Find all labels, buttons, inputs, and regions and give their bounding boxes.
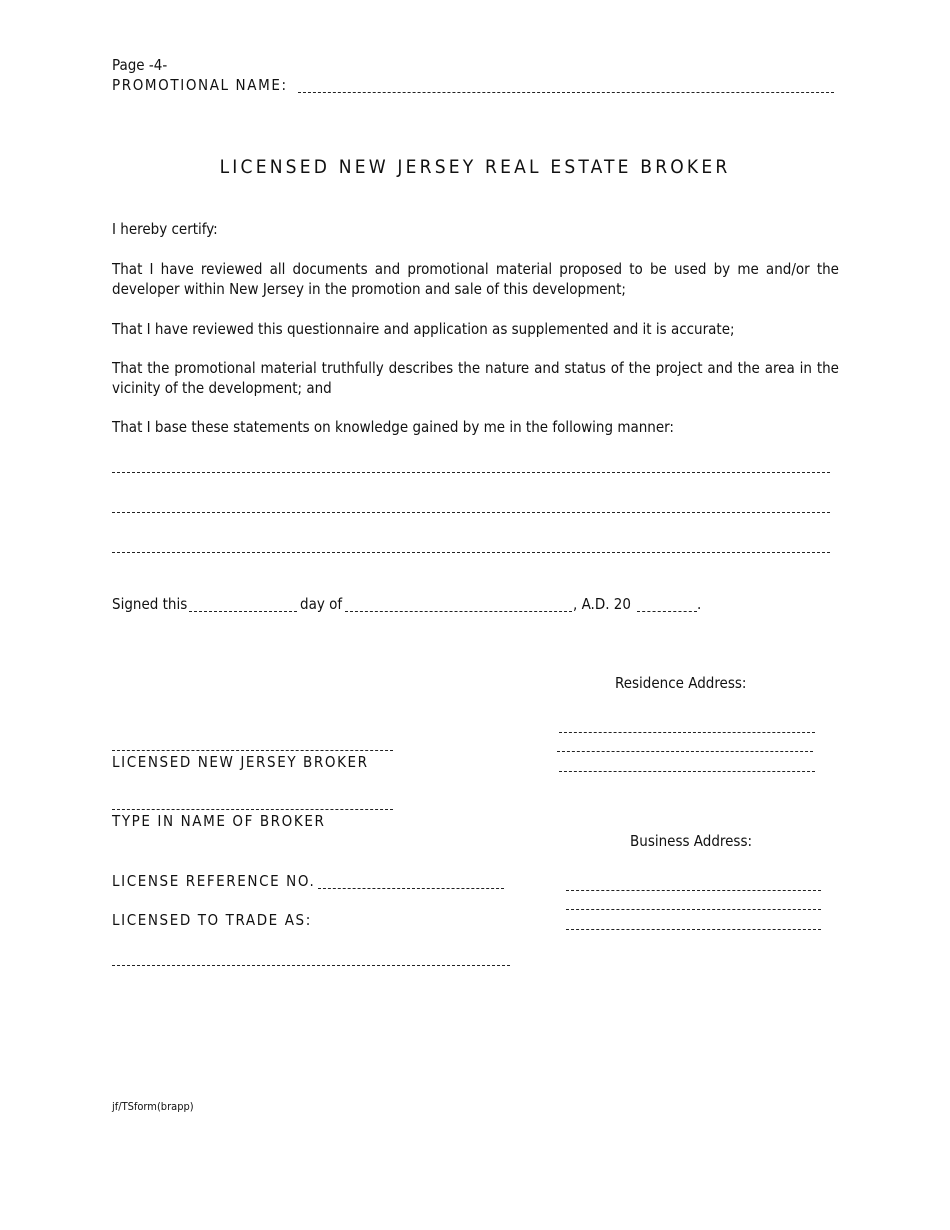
signed-this-label: Signed this [112, 595, 188, 613]
licensed-to-trade-label: LICENSED TO TRADE AS: [112, 911, 312, 929]
statement-truthful-description: That the promotional material truthfully describes the nature and status of the project and the area in the vicinity of the development; and [112, 359, 839, 397]
promotional-name-label: PROMOTIONAL NAME: [112, 76, 288, 94]
knowledge-basis-line-3[interactable] [112, 552, 830, 553]
statement-documents-reviewed: That I have reviewed all documents and promotional material proposed to be used by me and/or the developer within New Jersey in the promotion and sale of this development; [112, 260, 839, 298]
business-address-label: Business Address: [630, 832, 753, 850]
broker-signature-label: LICENSED NEW JERSEY BROKER [112, 753, 369, 771]
footer-form-code: jf/TSform(brapp) [112, 1100, 194, 1113]
knowledge-basis-line-2[interactable] [112, 512, 830, 513]
license-reference-label: LICENSE REFERENCE NO. [112, 872, 316, 890]
signed-month-field[interactable] [345, 611, 572, 612]
license-reference-field[interactable] [318, 888, 504, 889]
licensed-to-trade-field[interactable] [112, 965, 510, 966]
broker-signature-field[interactable] [112, 750, 393, 751]
business-address-line-2[interactable] [566, 909, 821, 910]
statement-questionnaire-accurate: That I have reviewed this questionnaire and application as supplemented and it is accurate; [112, 320, 735, 338]
business-address-line-1[interactable] [566, 890, 821, 891]
broker-name-field[interactable] [112, 809, 393, 810]
promotional-name-field[interactable] [298, 92, 834, 93]
knowledge-basis-line-1[interactable] [112, 472, 830, 473]
page-number: Page -4- [112, 56, 168, 74]
signed-day-field[interactable] [189, 611, 297, 612]
business-address-line-3[interactable] [566, 929, 821, 930]
period: . [697, 595, 702, 613]
residence-address-label: Residence Address: [615, 674, 747, 692]
residence-address-line-3[interactable] [559, 771, 815, 772]
residence-address-line-1[interactable] [559, 732, 815, 733]
residence-address-line-2[interactable] [557, 751, 813, 752]
certify-intro: I hereby certify: [112, 220, 218, 238]
day-of-label: day of [300, 595, 343, 613]
form-title: LICENSED NEW JERSEY REAL ESTATE BROKER [219, 156, 731, 178]
signed-year-field[interactable] [637, 611, 697, 612]
statement-knowledge-basis: That I base these statements on knowledge gained by me in the following manner: [112, 418, 674, 436]
ad-label: , A.D. 20 [573, 595, 631, 613]
broker-name-label: TYPE IN NAME OF BROKER [112, 812, 326, 830]
